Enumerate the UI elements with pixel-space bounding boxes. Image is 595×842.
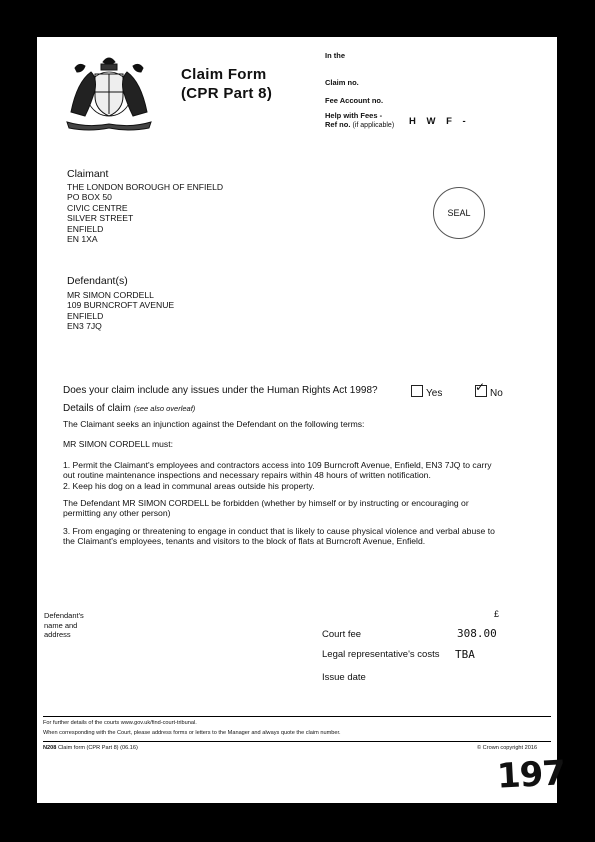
footer-rule-bottom: [43, 741, 551, 742]
details-intro: The Claimant seeks an injunction against the Defendant on the following terms:: [63, 419, 365, 429]
copyright: © Crown copyright 2016: [477, 745, 538, 751]
royal-coat-of-arms-icon: [61, 52, 157, 132]
details-item1a: 1. Permit the Claimant's employees and contractors access into 109 Burncroft Avenue, Enfield, EN3 7JQ to carry: [63, 459, 492, 470]
footer-rule-top: [43, 716, 551, 717]
seal-label: SEAL: [447, 208, 471, 218]
hwf-ref-value: H W F -: [409, 116, 470, 127]
claimant-line: CIVIC CENTRE: [67, 202, 128, 213]
claimant-address: [67, 182, 223, 244]
hwf-label: Help with Fees -: [325, 111, 383, 120]
hr-yes-option[interactable]: [411, 385, 442, 399]
hr-no-checkbox[interactable]: [475, 380, 487, 397]
footer-line2: When corresponding with the Court, please address forms or letters to the Manager and always quote the claim number.: [43, 730, 341, 736]
form-id-row: [43, 745, 138, 751]
court-fee-value: 308.00: [457, 627, 497, 640]
claimant-line: THE LONDON BOROUGH OF ENFIELD: [67, 182, 224, 192]
details-forbid-a: The Defendant MR SIMON CORDELL be forbidden (whether by himself or by instructing or encouraging or: [63, 498, 469, 509]
fee-account-label: Fee Account no.: [325, 96, 384, 105]
claimant-line: ENFIELD: [67, 223, 104, 234]
legal-costs-label: Legal representative's costs: [322, 649, 440, 660]
issue-date-label: Issue date: [322, 672, 366, 683]
defendant-name-address-label: [44, 611, 84, 640]
hwf-ref-label: Ref no.: [325, 120, 351, 129]
claimant-line: SILVER STREET: [67, 213, 134, 224]
details-must: MR SIMON CORDELL must:: [63, 439, 173, 450]
court-fee-label: Court fee: [322, 629, 362, 640]
checkmark-icon: ✓: [475, 380, 486, 394]
human-rights-question: Does your claim include any issues under the Human Rights Act 1998?: [63, 385, 378, 396]
form-title: [181, 65, 272, 103]
defendant-line: 109 BURNCROFT AVENUE: [67, 300, 175, 311]
claimant-line: EN 1XA: [67, 234, 98, 245]
details-heading: Details of claim: [63, 403, 131, 414]
defendant-line: ENFIELD: [67, 310, 104, 321]
details-item3b: the Claimant's employees, tenants and visitors to the block of flats at Burncroft Avenue, Enfield.: [63, 536, 426, 547]
form-name: Claim form (CPR Part 8) (06.16): [57, 745, 138, 751]
defendant-line: EN3 7JQ: [67, 321, 102, 332]
form-title-line1: Claim Form: [181, 66, 267, 83]
defendant-address: [67, 290, 174, 332]
defendant-line: MR SIMON CORDELL: [67, 290, 154, 300]
pound-sign: £: [494, 609, 500, 619]
hr-yes-checkbox[interactable]: [411, 385, 423, 397]
details-note: (see also overleaf): [133, 404, 196, 413]
details-item2: 2. Keep his dog on a lead in communal areas outside his property.: [63, 480, 315, 491]
in-the-label: In the: [325, 51, 345, 60]
hwf-ref-note: (if applicable): [352, 122, 395, 129]
claimant-heading: Claimant: [67, 168, 109, 180]
def-label-1: Defendant's: [44, 611, 84, 620]
hwf-label-block: [325, 111, 394, 130]
hr-yes-label: Yes: [426, 388, 443, 399]
details-item3a: 3. From engaging or threatening to engage in conduct that is likely to cause physical violence and verbal abuse to: [63, 525, 495, 536]
legal-costs-value: TBA: [455, 648, 475, 661]
details-forbid-b: permitting any other person): [63, 508, 171, 519]
footer-line1: For further details of the courts www.gov.uk/find-court-tribunal.: [43, 720, 197, 726]
details-body: [63, 419, 553, 547]
claim-no-label: Claim no.: [325, 78, 359, 87]
court-seal: [433, 187, 485, 239]
claimant-line: PO BOX 50: [67, 192, 112, 203]
details-item1b: out routine maintenance inspections and necessary repairs within 48 hours of written notification.: [63, 470, 431, 481]
defendant-heading: Defendant(s): [67, 275, 128, 287]
hr-no-option[interactable]: [475, 380, 503, 399]
form-id: N208: [43, 745, 57, 751]
form-title-line2: (CPR Part 8): [181, 85, 273, 102]
def-label-3: address: [44, 630, 71, 639]
hr-no-label: No: [490, 388, 503, 399]
details-heading-row: [63, 403, 195, 414]
claim-form-page: [37, 37, 566, 803]
def-label-2: name and: [44, 620, 78, 630]
handwritten-page-number: 197: [495, 753, 566, 797]
